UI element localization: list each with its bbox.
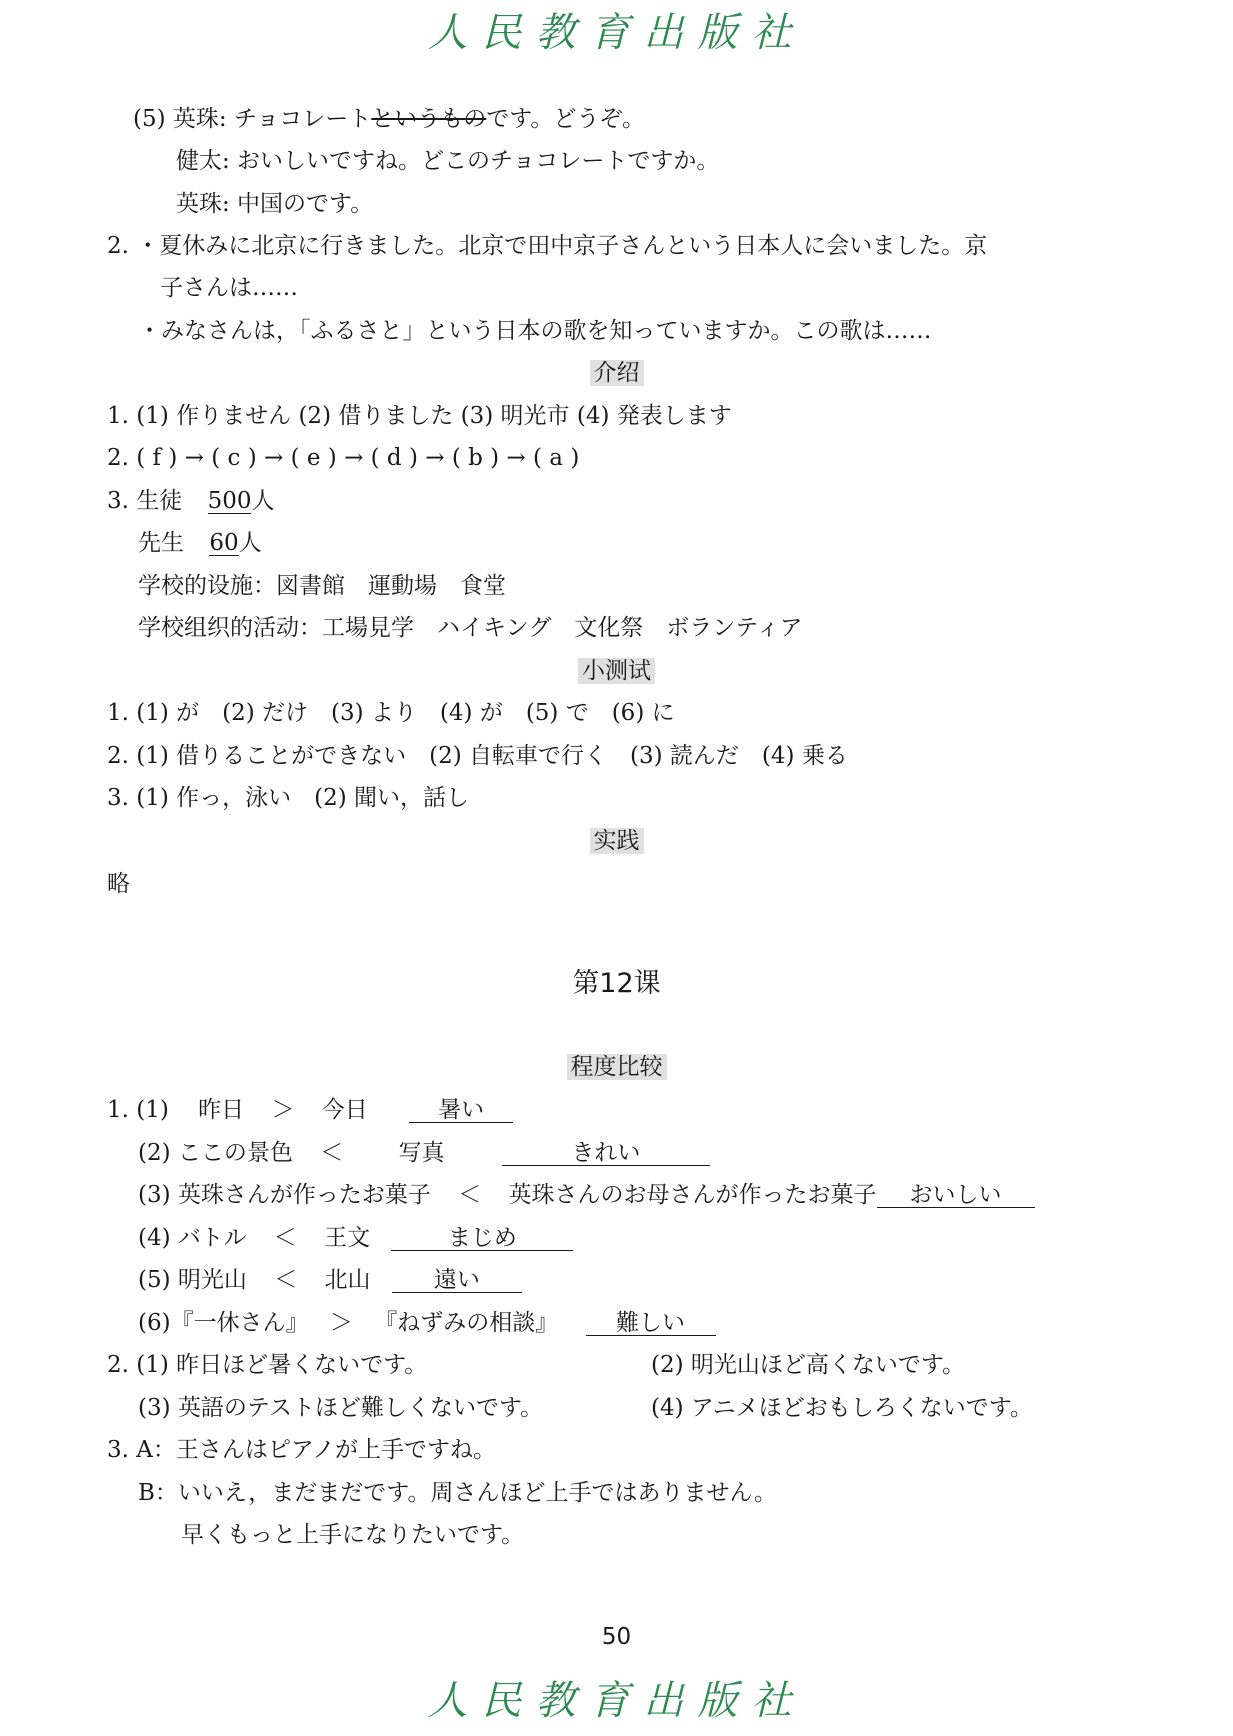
dialogue-line: B：いいえ，まだまだです。周さんほど上手ではありません。 [138, 1480, 777, 1506]
dialogue-line [133, 104, 645, 134]
compare-right: 北山 [324, 1267, 371, 1293]
compare-operator: ＜ [273, 1225, 297, 1251]
comparison-row [138, 1223, 573, 1253]
compare-operator: ＜ [274, 1267, 298, 1293]
item-number: (6) [138, 1310, 171, 1336]
answer-line [138, 528, 262, 558]
dialogue-line: 早くもっと上手になりたいです。 [181, 1522, 525, 1548]
dialogue-line: 3. A：王さんはピアノが上手ですね。 [107, 1437, 497, 1463]
answer-line: 1. (1) が (2) だけ (3) より (4) が (5) で (6) に [107, 700, 675, 726]
unit: 人 [251, 488, 275, 514]
compare-operator: ＞ [271, 1097, 295, 1123]
answer-line: 2. ( f ) → ( c ) → ( e ) → ( d ) → ( b ) → ( a ) [107, 445, 580, 471]
answer-line: 学校的设施：図書館 運動場 食堂 [138, 573, 506, 599]
label: 3. 生徒 [107, 488, 183, 514]
section-heading-text: 介绍 [590, 360, 644, 386]
comparison-row [138, 1180, 1035, 1210]
item-number: (2) [138, 1140, 171, 1166]
page-number: 50 [601, 1624, 632, 1650]
answer-line: ・みなさんは，「ふるさと」という日本の歌を知っていますか。この歌は…… [138, 318, 932, 344]
compare-operator: ＜ [320, 1140, 344, 1166]
compare-left: 英珠さんが作ったお菓子 [177, 1182, 431, 1208]
section-heading-intro [0, 358, 1233, 388]
answer-line: (2) 明光山ほど高くないです。 [651, 1352, 966, 1378]
comparison-row [138, 1138, 710, 1168]
item-number: (4) [138, 1225, 171, 1251]
label: 先生 [138, 530, 184, 556]
answer-line [107, 486, 274, 516]
section-heading-quiz [0, 656, 1233, 686]
unit: 人 [238, 530, 262, 556]
compare-right: 『ねずみの相談』 [374, 1310, 559, 1336]
blank-answer: まじめ [391, 1226, 573, 1251]
answer-line: 1. (1) 作りません (2) 借りました (3) 明光市 (4) 発表します [107, 403, 732, 429]
compare-right: 英珠さんのお母さんが作ったお菓子 [508, 1182, 877, 1208]
answer-line: (3) 英語のテストほど難しくないです。 [138, 1395, 544, 1421]
section-heading-practice [0, 826, 1233, 856]
compare-operator: ＞ [329, 1310, 353, 1336]
compare-left: バトル [177, 1225, 247, 1251]
dialogue-text: (5) 英珠: チョコレート [133, 106, 372, 132]
blank-answer: 遠い [392, 1268, 522, 1293]
answer-line: 2. (1) 昨日ほど暑くないです。 [107, 1352, 428, 1378]
section-heading-comparison [0, 1052, 1233, 1082]
answer-line: 略 [107, 871, 130, 897]
underlined-answer: 60 [209, 530, 239, 556]
item-number: (5) [138, 1267, 171, 1293]
compare-operator: ＜ [458, 1182, 482, 1208]
compare-left: 昨日 [198, 1097, 245, 1123]
section-heading-text: 程度比较 [567, 1054, 667, 1080]
blank-answer: きれい [502, 1141, 710, 1166]
blank-answer: おいしい [877, 1183, 1035, 1208]
publisher-logo-header: 人民教育出版社 [427, 10, 806, 56]
answer-line: 学校组织的活动：工場見学 ハイキング 文化祭 ボランティア [138, 615, 803, 641]
item-number: (3) [138, 1182, 171, 1208]
answer-line: 2. ・夏休みに北京に行きました。北京で田中京子さんという日本人に会いました。京 [107, 233, 988, 259]
blank-answer: 難しい [586, 1311, 716, 1336]
section-heading-text: 小测试 [578, 658, 655, 684]
compare-right: 今日 [321, 1097, 368, 1123]
answer-line: 3. (1) 作っ，泳い (2) 聞い，話し [107, 785, 470, 811]
publisher-logo-footer: 人民教育出版社 [427, 1678, 806, 1724]
compare-left: 明光山 [177, 1267, 247, 1293]
blank-answer: 暑い [409, 1098, 513, 1123]
answer-line: (4) アニメほどおもしろくないです。 [651, 1395, 1033, 1421]
underlined-answer: 500 [207, 488, 252, 514]
dialogue-text: です。どうぞ。 [486, 106, 645, 132]
compare-left: 『一休さん』 [170, 1310, 309, 1336]
section-heading-text: 实践 [590, 828, 644, 854]
comparison-row [107, 1095, 513, 1125]
dialogue-line: 英珠: 中国のです。 [176, 191, 374, 217]
dialogue-line: 健太: おいしいですね。どこのチョコレートですか。 [176, 148, 720, 174]
comparison-row [138, 1265, 522, 1295]
compare-right: 王文 [324, 1225, 371, 1251]
struck-text: というもの [371, 106, 487, 132]
answer-line: 2. (1) 借りることができない (2) 自転車で行く (3) 読んだ (4) 乗る [107, 743, 848, 769]
lesson-title: 第12课 [572, 968, 661, 999]
answer-line: 子さんは…… [160, 275, 298, 301]
item-number: 1. (1) [107, 1097, 169, 1123]
comparison-row [138, 1308, 716, 1338]
compare-left: ここの景色 [177, 1140, 293, 1166]
compare-right: 写真 [398, 1140, 445, 1166]
